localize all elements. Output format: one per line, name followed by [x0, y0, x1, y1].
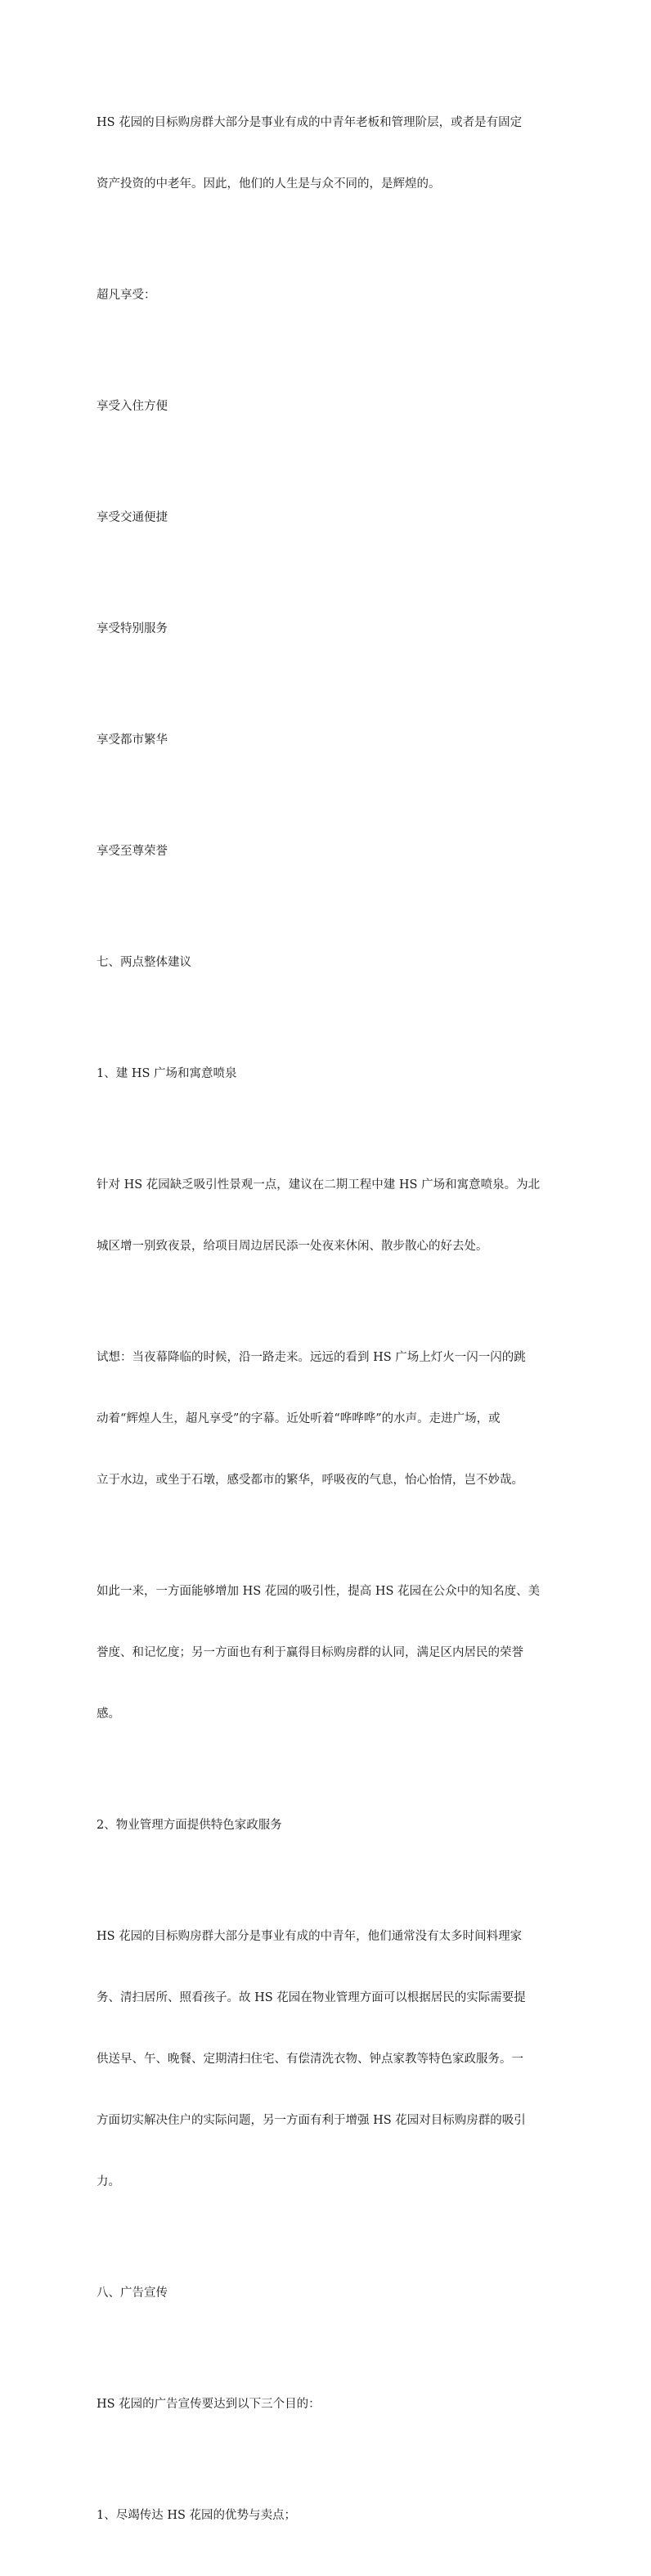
text-line: 供送早、午、晚餐、定期清扫住宅、有偿清洗衣物、钟点家教等特色家政服务。一 [97, 2053, 523, 2066]
text-line: HS 花园的目标购房群大部分是事业有成的中青年，他们通常没有太多时间料理家 [97, 1930, 523, 1943]
document-page [97, 72, 559, 2576]
text-line: HS 花园的目标购房群大部分是事业有成的中青年老板和管理阶层，或者是有固定 [97, 116, 523, 129]
text-line: 务、清扫居所、照看孩子。故 HS 花园在物业管理方面可以根据居民的实际需要提 [97, 1991, 526, 2004]
section-heading [97, 912, 559, 1014]
subsection-heading [97, 1023, 559, 1125]
subsection-heading [97, 1775, 559, 1877]
text-line: 2、物业管理方面提供特色家政服务 [97, 1819, 282, 1832]
body-paragraph [97, 1541, 559, 1766]
text-line: 享受特别服务 [97, 622, 168, 635]
intro-paragraph [97, 72, 559, 236]
text-line: 针对 HS 花园缺乏吸引性景观一点，建议在二期工程中建 HS 广场和寓意喷泉。为北 [97, 1178, 541, 1192]
list-item [97, 467, 559, 569]
text-line: 1、尽竭传达 HS 花园的优势与卖点； [97, 2509, 297, 2522]
text-line: 感。 [97, 1708, 120, 1721]
text-line: 资产投资的中老年。因此，他们的人生是与众不同的，是辉煌的。 [97, 177, 441, 191]
body-paragraph [97, 2354, 559, 2456]
list-item [97, 801, 559, 903]
text-line: 超凡享受： [97, 289, 156, 302]
list-item [97, 356, 559, 458]
text-line: 七、两点整体建议 [97, 956, 191, 969]
section-heading [97, 2242, 559, 2345]
list-item [97, 578, 559, 680]
text-line: 享受交通便捷 [97, 511, 168, 524]
text-line: 享受入住方便 [97, 400, 168, 413]
text-line: 如此一来，一方面能够增加 HS 花园的吸引性，提高 HS 花园在公众中的知名度、美 [97, 1585, 541, 1598]
text-line: HS 花园的广告宣传要达到以下三个目的： [97, 2398, 321, 2411]
body-paragraph [97, 1307, 559, 1532]
text-line: 享受至尊荣誉 [97, 845, 168, 858]
text-line: 八、广告宣传 [97, 2287, 168, 2300]
text-line: 方面切实解决住户的实际问题，另一方面有利于增强 HS 花园对目标购房群的吸引 [97, 2114, 526, 2127]
text-line: 力。 [97, 2175, 120, 2188]
list-item [97, 689, 559, 792]
section-label [97, 245, 559, 347]
text-line: 1、建 HS 广场和寓意喷泉 [97, 1067, 237, 1080]
text-line: 试想：当夜幕降临的时候，沿一路走来。远远的看到 HS 广场上灯火一闪一闪的跳 [97, 1351, 526, 1364]
text-line: 动着“辉煌人生，超凡享受”的字幕。近处听着“哗哗哗”的水声。走进广场，或 [97, 1412, 501, 1425]
text-line: 誉度、和记忆度；另一方面也有利于赢得目标购房群的认同，满足区内居民的荣誉 [97, 1646, 523, 1659]
text-line: 享受都市繁华 [97, 734, 168, 747]
body-paragraph [97, 1134, 559, 1298]
text-line: 立于水边，或坐于石墩，感受都市的繁华，呼吸夜的气息，怡心怡情，岂不妙哉。 [97, 1474, 523, 1487]
body-paragraph [97, 1886, 559, 2233]
text-line: 城区增一别致夜景，给项目周边居民添一处夜来休闲、散步散心的好去处。 [97, 1240, 488, 1253]
list-item [97, 2465, 559, 2567]
